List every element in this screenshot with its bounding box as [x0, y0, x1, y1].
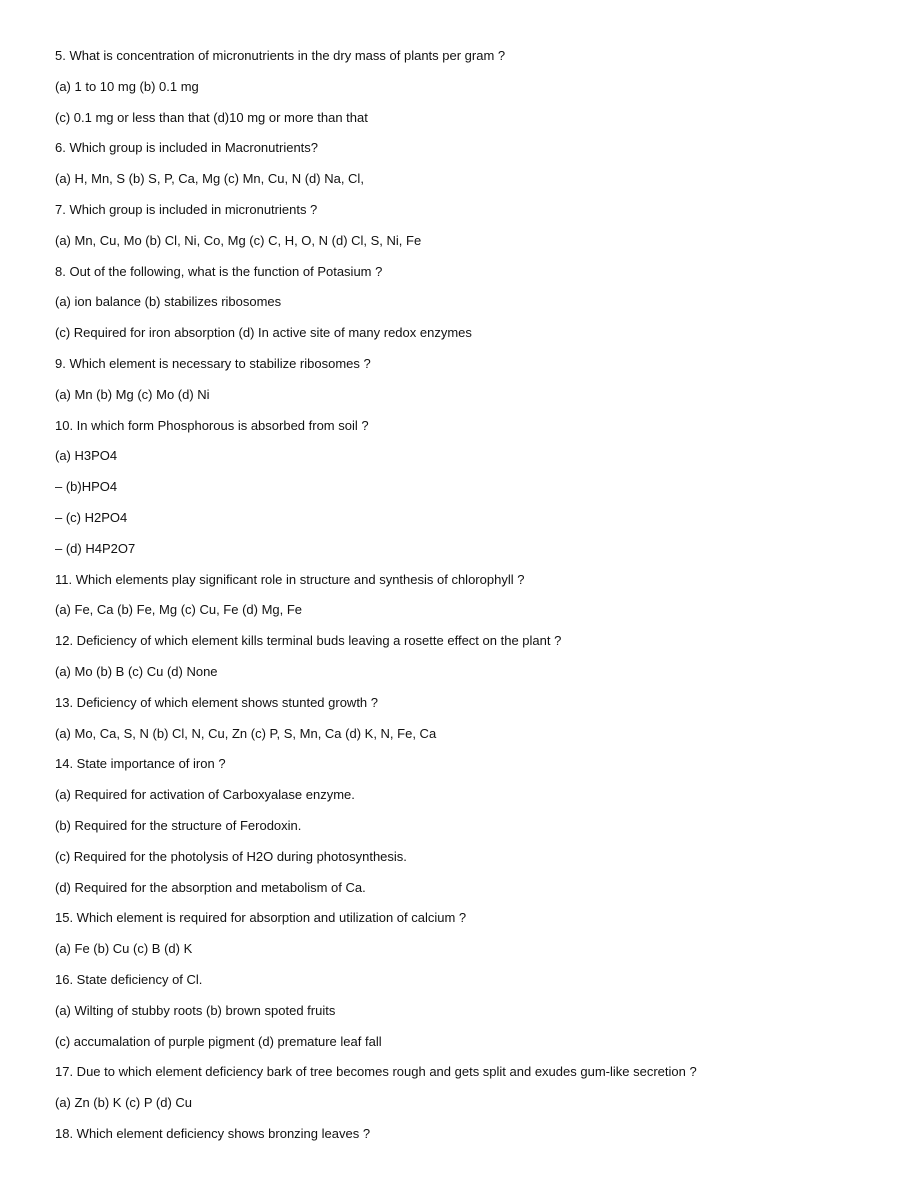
text-line: (c) Required for iron absorption (d) In active site of many redox enzymes [55, 325, 472, 341]
text-line: (d) Required for the absorption and metabolism of Ca. [55, 879, 366, 895]
text-line: (a) Mo (b) B (c) Cu (d) None [55, 663, 218, 679]
text-line: 17. Due to which element deficiency bark of tree becomes rough and gets split and exudes gum-like secretion ? [55, 1064, 697, 1080]
text-line: (c) 0.1 mg or less than that (d)10 mg or more than that [55, 109, 368, 125]
text-line: (a) Fe, Ca (b) Fe, Mg (c) Cu, Fe (d) Mg, Fe [55, 602, 303, 618]
text-line: 7. Which group is included in micronutrients ? [55, 201, 318, 217]
text-line: 15. Which element is required for absorption and utilization of calcium ? [55, 910, 467, 926]
text-line: 10. In which form Phosphorous is absorbed from soil ? [55, 417, 369, 433]
text-line: (a) 1 to 10 mg (b) 0.1 mg [55, 78, 199, 94]
text-line: 18. Which element deficiency shows bronzing leaves ? [55, 1125, 371, 1141]
text-line: 13. Deficiency of which element shows stunted growth ? [55, 694, 379, 710]
text-line: (a) Zn (b) K (c) P (d) Cu [55, 1095, 193, 1111]
text-line: 12. Deficiency of which element kills terminal buds leaving a rosette effect on the plant ? [55, 633, 562, 649]
text-line: – (c) H2PO4 [55, 509, 128, 525]
text-line: (a) Mo, Ca, S, N (b) Cl, N, Cu, Zn (c) P, S, Mn, Ca (d) K, N, Fe, Ca [55, 725, 437, 741]
text-line: 11. Which elements play significant role in structure and synthesis of chlorophyll ? [55, 571, 525, 587]
text-line: 14. State importance of iron ? [55, 756, 226, 772]
text-line: (a) ion balance (b) stabilizes ribosomes [55, 294, 282, 310]
text-line: (c) Required for the photolysis of H2O during photosynthesis. [55, 848, 407, 864]
text-line: 16. State deficiency of Cl. [55, 971, 203, 987]
text-line: (a) Wilting of stubby roots (b) brown spoted fruits [55, 1002, 336, 1018]
text-line: 6. Which group is included in Macronutrients? [55, 140, 319, 156]
document-page [55, 47, 875, 1156]
text-line: – (b)HPO4 [55, 479, 118, 495]
text-line: (a) Mn, Cu, Mo (b) Cl, Ni, Co, Mg (c) C, H, O, N (d) Cl, S, Ni, Fe [55, 232, 422, 248]
text-line: (b) Required for the structure of Ferodoxin. [55, 817, 302, 833]
text-line: 8. Out of the following, what is the function of Potasium ? [55, 263, 383, 279]
text-line: (c) accumalation of purple pigment (d) premature leaf fall [55, 1033, 382, 1049]
text-line: – (d) H4P2O7 [55, 540, 136, 556]
text-line: 5. What is concentration of micronutrients in the dry mass of plants per gram ? [55, 48, 506, 63]
text-line: 9. Which element is necessary to stabilize ribosomes ? [55, 355, 371, 371]
text-line: (a) Required for activation of Carboxyalase enzyme. [55, 787, 355, 803]
text-line: (a) Mn (b) Mg (c) Mo (d) Ni [55, 386, 210, 402]
text-line: (a) H3PO4 [55, 448, 118, 464]
text-line: (a) Fe (b) Cu (c) B (d) K [55, 941, 193, 957]
text-line: (a) H, Mn, S (b) S, P, Ca, Mg (c) Mn, Cu, N (d) Na, Cl, [55, 171, 364, 187]
